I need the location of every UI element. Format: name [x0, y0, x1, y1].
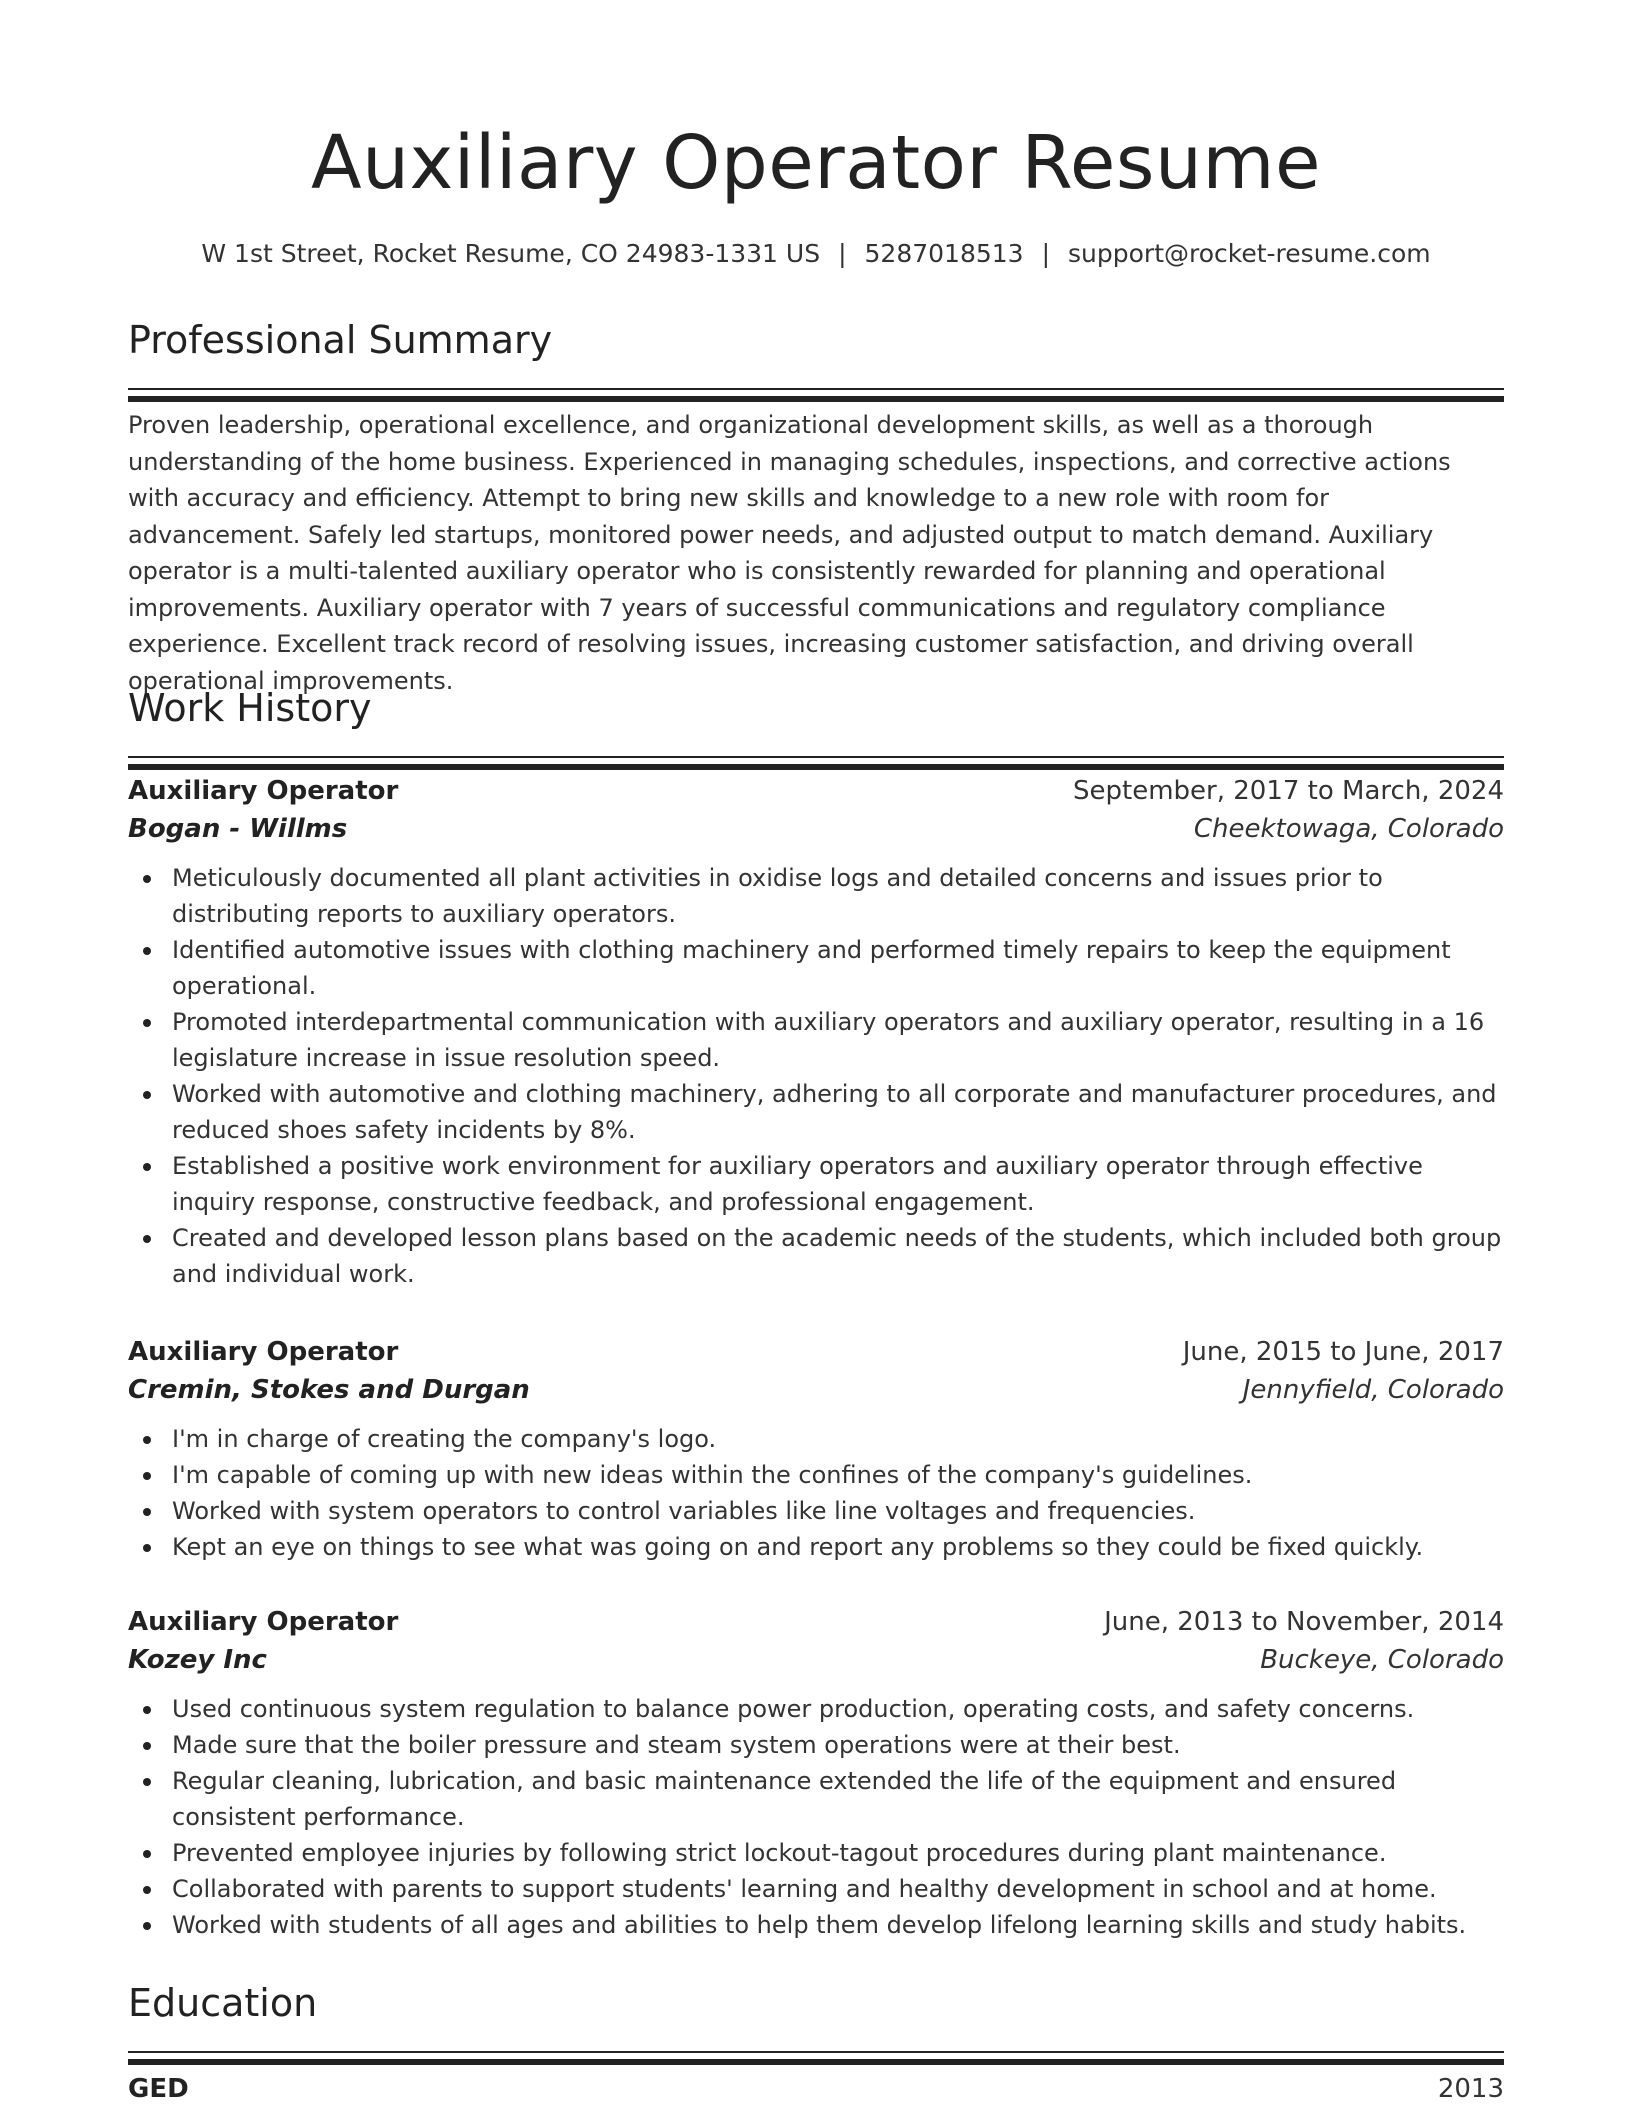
job-dates: June, 2015 to June, 2017 [1182, 1337, 1504, 1367]
section-divider [128, 2059, 1504, 2065]
section-divider [128, 396, 1504, 402]
job-entry [128, 1607, 1504, 1943]
bullet-item: Kept an eye on things to see what was going on and report any problems so they could be fixed quickly. [128, 1529, 1504, 1565]
section-divider [128, 2051, 1504, 2053]
bullet-item: Used continuous system regulation to balance power production, operating costs, and safety concerns. [128, 1691, 1504, 1727]
education-entry [128, 2074, 1504, 2104]
job-location: Jennyfield, Colorado [1242, 1375, 1504, 1405]
contact-separator: | [1041, 239, 1051, 268]
job-company: Bogan - Willms [128, 814, 348, 844]
contact-email: support@rocket-resume.com [1068, 239, 1431, 268]
job-title: Auxiliary Operator [128, 776, 399, 806]
bullet-item: Regular cleaning, lubrication, and basic maintenance extended the life of the equipment and ensured consistent performance. [128, 1763, 1504, 1835]
bullet-item: Established a positive work environment for auxiliary operators and auxiliary operator through effective inquiry response, constructive feedback, and professional engagement. [128, 1148, 1504, 1220]
work-section-header [128, 686, 1504, 770]
job-company: Kozey Inc [128, 1645, 267, 1675]
bullet-item: Prevented employee injuries by following strict lockout-tagout procedures during plant maintenance. [128, 1835, 1504, 1871]
bullet-item: Meticulously documented all plant activities in oxidise logs and detailed concerns and issues prior to distributing reports to auxiliary operators. [128, 860, 1504, 932]
bullet-item: Made sure that the boiler pressure and steam system operations were at their best. [128, 1727, 1504, 1763]
summary-text: Proven leadership, operational excellence, and organizational development skills, as well as a thorough understanding of the home business. Experienced in managing schedules, inspections, and corrective actions with accuracy and efficiency. Attempt to bring new skills and knowledge to a new role with room for advancement. Safely led startups, monitored power needs, and adjusted output to match demand. Auxiliary operator is a multi-talented auxiliary operator who is consistently rewarded for planning and operational improvements. Auxiliary operator with 7 years of successful communications and regulatory compliance experience. Excellent track record of resolving issues, increasing customer satisfaction, and driving overall operational improvements. [128, 411, 1451, 695]
education-year: 2013 [1437, 2074, 1504, 2104]
bullet-item: Created and developed lesson plans based on the academic needs of the students, which included both group and individual work. [128, 1220, 1504, 1292]
resume-title: Auxiliary Operator Resume [310, 120, 1322, 206]
job-dates: June, 2013 to November, 2014 [1104, 1607, 1504, 1637]
section-divider [128, 388, 1504, 390]
education-degree: GED [128, 2074, 189, 2104]
contact-phone: 5287018513 [864, 239, 1024, 268]
bullet-item: I'm in charge of creating the company's logo. [128, 1421, 1504, 1457]
job-bullets [128, 1691, 1504, 1943]
bullet-item: Worked with automotive and clothing machinery, adhering to all corporate and manufacturer procedures, and reduced shoes safety incidents by 8%. [128, 1076, 1504, 1148]
bullet-item: Collaborated with parents to support students' learning and healthy development in school and at home. [128, 1871, 1504, 1907]
contact-line [128, 239, 1504, 268]
bullet-item: Identified automotive issues with clothing machinery and performed timely repairs to keep the equipment operational. [128, 932, 1504, 1004]
section-divider [128, 764, 1504, 770]
section-title-education: Education [128, 1981, 318, 2025]
section-title-work: Work History [128, 686, 372, 730]
job-location: Buckeye, Colorado [1260, 1645, 1504, 1675]
job-dates: September, 2017 to March, 2024 [1073, 776, 1504, 806]
bullet-item: I'm capable of coming up with new ideas within the confines of the company's guidelines. [128, 1457, 1504, 1493]
job-location: Cheektowaga, Colorado [1193, 814, 1504, 844]
section-divider [128, 756, 1504, 758]
job-entry [128, 776, 1504, 1292]
job-bullets [128, 1421, 1504, 1565]
contact-address: W 1st Street, Rocket Resume, CO 24983-1331 US [201, 239, 821, 268]
bullet-item: Worked with students of all ages and abilities to help them develop lifelong learning skills and study habits. [128, 1907, 1504, 1943]
job-title: Auxiliary Operator [128, 1337, 399, 1367]
education-section-header [128, 1981, 1504, 2065]
job-bullets [128, 860, 1504, 1292]
bullet-item: Worked with system operators to control variables like line voltages and frequencies. [128, 1493, 1504, 1529]
contact-separator: | [838, 239, 847, 268]
job-title: Auxiliary Operator [128, 1607, 399, 1637]
summary-section-header [128, 318, 1504, 402]
job-entry [128, 1337, 1504, 1565]
bullet-item: Promoted interdepartmental communication with auxiliary operators and auxiliary operator, resulting in a 16 legislature increase in issue resolution speed. [128, 1004, 1504, 1076]
job-company: Cremin, Stokes and Durgan [128, 1375, 530, 1405]
section-title-summary: Professional Summary [128, 318, 553, 362]
